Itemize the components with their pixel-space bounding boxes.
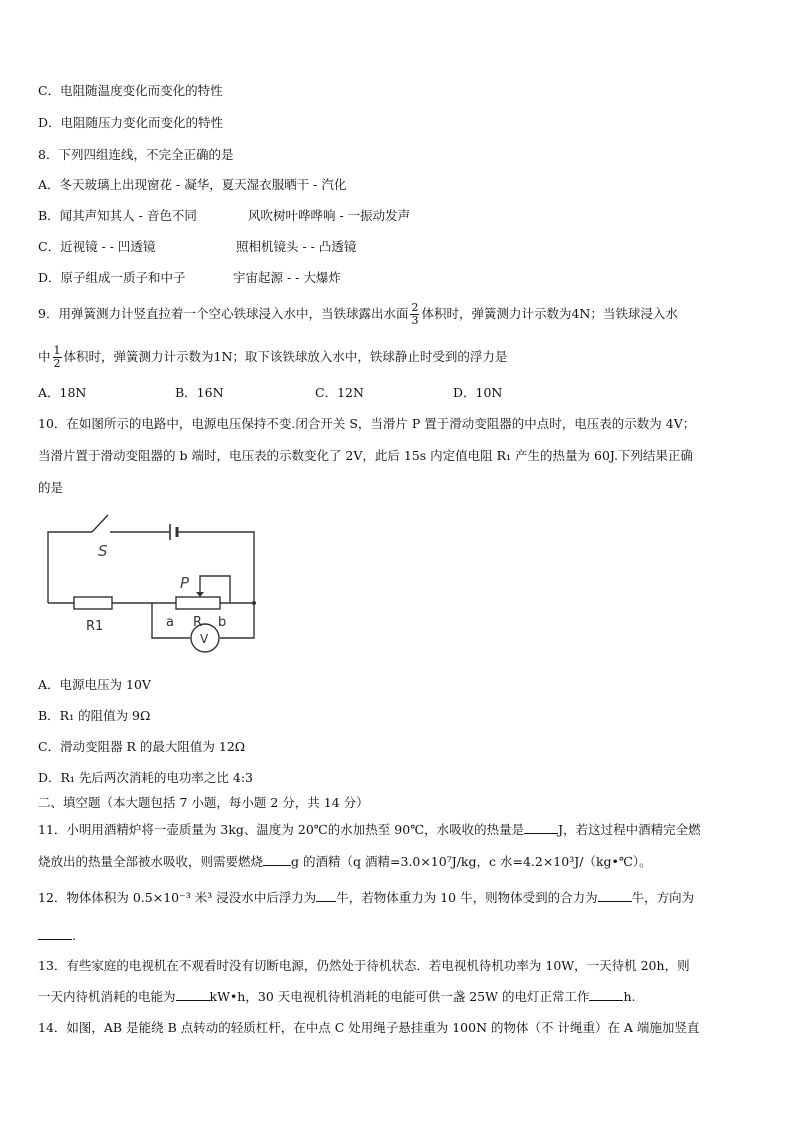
slider-wire	[200, 576, 230, 603]
circuit-diagram	[40, 510, 270, 660]
switch	[92, 515, 108, 532]
q10-option-a: A．电源电压为 10V	[38, 677, 151, 692]
q8-stem: 8．下列四组连线，不完全正确的是	[38, 147, 234, 162]
q9-option-c: C．12N	[315, 385, 364, 400]
q13-text-2: kW•h，30 天电视机待机消耗的电能可供一盏 25W 的电灯正常工作	[209, 989, 590, 1004]
q12-text-4: .	[72, 928, 76, 943]
q9-text-4: 体积时，弹簧测力计示数为1N；取下该铁球放入水中，铁球静止时受到的浮力是	[63, 349, 508, 364]
q12-text-1: 12．物体体积为 0.5×10⁻³ 米³ 浸没水中后浮力为	[38, 890, 317, 905]
rheostat-r	[176, 597, 220, 609]
q9-line-1	[38, 302, 678, 327]
q12-line-1	[38, 889, 694, 907]
q12-text-3: 牛，方向为	[631, 890, 695, 905]
label-s: S	[98, 542, 108, 560]
q11-text-4: g 的酒精（q 酒精=3.0×10⁷J/kg，c 水=4.2×10³J/（kg•℃）。	[291, 854, 652, 869]
q9-text-1: 9．用弹簧测力计竖直拉着一个空心铁球浸入水中，当铁球露出水面	[38, 306, 409, 321]
label-p: P	[180, 574, 190, 592]
q11-line-1	[38, 821, 701, 839]
slider-arrow	[196, 592, 204, 597]
q12-blank-2[interactable]	[598, 889, 632, 902]
q7-option-d: D．电阻随压力变化而变化的特性	[38, 115, 224, 130]
q11-text-1: 11．小明用酒精炉将一壶质量为 3kg、温度为 20℃的水加热至 90℃，水吸收的热量是	[38, 822, 525, 837]
q12-blank-1[interactable]	[316, 889, 336, 902]
q13-line-2	[38, 988, 635, 1006]
q12-line-2	[38, 927, 76, 945]
q13-text-1: 一天内待机消耗的电能为	[38, 989, 176, 1004]
q11-line-2	[38, 853, 652, 871]
q13-text-3: h.	[623, 989, 636, 1004]
q10-line-3: 的是	[38, 480, 64, 495]
q8-option-d-right: 宇宙起源 - - 大爆炸	[233, 270, 341, 285]
q8-option-b-right: 风吹树叶哗哗响 - 一振动发声	[248, 208, 411, 223]
label-r1: R1	[86, 619, 104, 634]
q7-option-c: C．电阻随温度变化而变化的特性	[38, 83, 223, 98]
q9-text-3: 中	[38, 349, 51, 364]
q10-option-d: D．R₁ 先后两次消耗的电功率之比 4:3	[38, 770, 254, 785]
label-v: V	[200, 632, 209, 646]
wire-left	[48, 532, 92, 603]
label-b: b	[218, 615, 227, 630]
q13-line-1: 13．有些家庭的电视机在不观看时没有切断电源，仍然处于待机状态．若电视机待机功率为 10W，一天待机 20h，则	[38, 958, 690, 973]
q9-option-d: D．10N	[453, 385, 503, 400]
q9-fraction-two-thirds: $\frac{2}{3}$	[411, 301, 419, 327]
q8-option-d-left: D．原子组成一质子和中子	[38, 270, 186, 285]
q9-text-2: 体积时，弹簧测力计示数为4N；当铁球浸入水	[421, 306, 678, 321]
q11-text-2: J，若这过程中酒精完全燃	[558, 822, 701, 837]
q13-blank-1[interactable]	[176, 988, 210, 1001]
q9-line-2	[38, 345, 507, 370]
q9-option-a: A．18N	[38, 385, 87, 400]
q10-line-2: 当滑片置于滑动变阻器的 b 端时，电压表的示数变化了 2V，此后 15s 内定值电阻 R₁ 产生的热量为 60J.下列结果正确	[38, 448, 693, 463]
q9-option-b: B．16N	[175, 385, 224, 400]
resistor-r1	[74, 597, 112, 609]
q8-option-c-right: 照相机镜头 - - 凸透镜	[236, 239, 357, 254]
section-2-heading: 二、填空题（本大题包括 7 小题，每小题 2 分，共 14 分）	[38, 795, 369, 810]
q13-blank-2[interactable]	[589, 988, 623, 1001]
wire-right	[177, 532, 254, 603]
q11-blank-1[interactable]	[524, 821, 558, 834]
junction-dot	[252, 601, 256, 605]
q8-option-b-left: B．闻其声知其人 - 音色不同	[38, 208, 197, 223]
label-r: R	[193, 615, 203, 630]
q10-line-1: 10．在如图所示的电路中，电源电压保持不变.闭合开关 S，当滑片 P 置于滑动变阻器的中点时，电压表的示数为 4V；	[38, 416, 696, 431]
q12-text-2: 牛，若物体重力为 10 牛，则物体受到的合力为	[336, 890, 598, 905]
q14-line-1: 14．如图，AB 是能绕 B 点转动的轻质杠杆，在中点 C 处用绳子悬挂重为 100N 的物体（不 计绳重）在 A 端施加竖直	[38, 1020, 700, 1035]
q10-option-c: C．滑动变阻器 R 的最大阻值为 12Ω	[38, 739, 246, 754]
label-a: a	[166, 615, 174, 630]
q8-option-a: A．冬天玻璃上出现窗花 - 凝华，夏天湿衣服晒干 - 汽化	[38, 177, 347, 192]
q8-option-c-left: C．近视镜 - - 凹透镜	[38, 239, 156, 254]
q9-fraction-one-half: $\frac{1}{2}$	[53, 344, 61, 370]
q11-blank-2[interactable]	[263, 853, 291, 866]
q11-text-3: 烧放出的热量全部被水吸收，则需要燃烧	[38, 854, 264, 869]
q12-blank-3[interactable]	[38, 927, 72, 940]
q10-option-b: B．R₁ 的阻值为 9Ω	[38, 708, 151, 723]
